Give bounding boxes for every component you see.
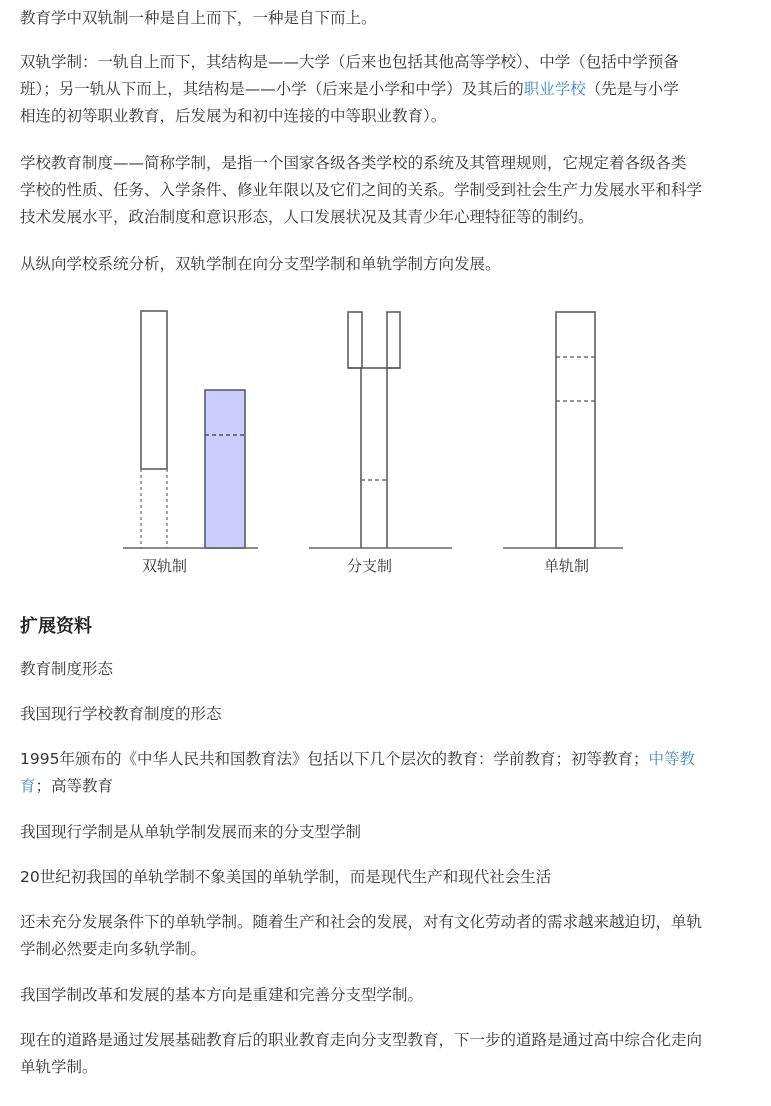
text-line bbox=[20, 746, 740, 773]
text-line: 学校的性质、任务、入学条件、修业年限以及它们之间的关系。学制受到社会生产力发展水平和科学 bbox=[20, 181, 703, 199]
link-secondary-education[interactable]: 中等教 bbox=[648, 750, 695, 768]
text-fragment: 班）；另一轨从下而上，其结构是——小学（后来是小学和中学）及其后的 bbox=[20, 80, 524, 98]
text-line: 教育制度形态 bbox=[20, 660, 114, 678]
paragraph-reform-direction bbox=[20, 982, 740, 1009]
paragraph-20th-century bbox=[20, 864, 740, 891]
paragraph-development-direction bbox=[20, 251, 740, 278]
paragraph-dual-track-intro bbox=[20, 5, 740, 32]
text-line: 相连的初等职业教育，后发展为和初中连接的中等职业教育）。 bbox=[20, 107, 447, 125]
paragraph-current-system-form bbox=[20, 701, 740, 728]
single-track-figure bbox=[503, 312, 623, 548]
text-line: 我国现行学校教育制度的形态 bbox=[20, 705, 222, 723]
text-line: 我国现行学制是从单轨学制发展而来的分支型学制 bbox=[20, 823, 362, 841]
text-line: 学制必然要走向多轨学制。 bbox=[20, 940, 207, 958]
dual-track-figure bbox=[123, 311, 258, 548]
paragraph-education-form bbox=[20, 656, 740, 683]
text-line: 技术发展水平，政治制度和意识形态，人口发展状况及其青少年心理特征等的制约。 bbox=[20, 208, 594, 226]
text-fragment: 1995年颁布的《中华人民共和国教育法》包括以下几个层次的教育：学前教育；初等教育； bbox=[20, 750, 649, 768]
text-line bbox=[20, 76, 740, 103]
text-fragment: ；高等教育 bbox=[35, 777, 114, 795]
text-line bbox=[20, 773, 740, 800]
branch-track-figure bbox=[309, 312, 452, 548]
text-line: 现在的道路是通过发展基础教育后的职业教育走向分支型教育，下一步的道路是通过高中综合化走向 bbox=[20, 1031, 703, 1049]
text-line: 20世纪初我国的单轨学制不象美国的单轨学制，而是现代生产和现代社会生活 bbox=[20, 868, 552, 886]
label-branch-track: 分支制 bbox=[347, 557, 393, 575]
link-secondary-education-cont[interactable]: 育 bbox=[20, 777, 36, 795]
text-line: 双轨学制：一轨自上而下，其结构是——大学（后来也包括其他高等学校）、中学（包括中学预备 bbox=[20, 53, 679, 71]
text-line: 从纵向学校系统分析，双轨学制在向分支型学制和单轨学制方向发展。 bbox=[20, 255, 501, 273]
link-vocational-school[interactable]: 职业学校 bbox=[523, 80, 586, 98]
text-line: 还未充分发展条件下的单轨学制。随着生产和社会的发展，对有文化劳动者的需求越来越迫切，单轨 bbox=[20, 913, 703, 931]
text-line: 教育学中双轨制一种是自上而下，一种是自下而上。 bbox=[20, 9, 377, 27]
paragraph-dual-track-structure bbox=[20, 49, 740, 130]
extended-heading: 扩展资料 bbox=[20, 616, 92, 637]
text-line: 单轨学制。 bbox=[20, 1058, 98, 1076]
paragraph-school-system-definition bbox=[20, 150, 740, 231]
text-fragment: （先是与小学 bbox=[585, 80, 679, 98]
paragraph-current-path bbox=[20, 1027, 740, 1081]
text-line: 学校教育制度——简称学制，是指一个国家各级各类学校的系统及其管理规则，它规定着各级各类 bbox=[20, 154, 687, 172]
paragraph-branch-origin bbox=[20, 819, 740, 846]
label-dual-track: 双轨制 bbox=[142, 557, 188, 575]
paragraph-education-law bbox=[20, 746, 740, 800]
paragraph-single-to-multi bbox=[20, 909, 740, 963]
label-single-track: 单轨制 bbox=[544, 557, 590, 575]
text-line: 我国学制改革和发展的基本方向是重建和完善分支型学制。 bbox=[20, 986, 424, 1004]
